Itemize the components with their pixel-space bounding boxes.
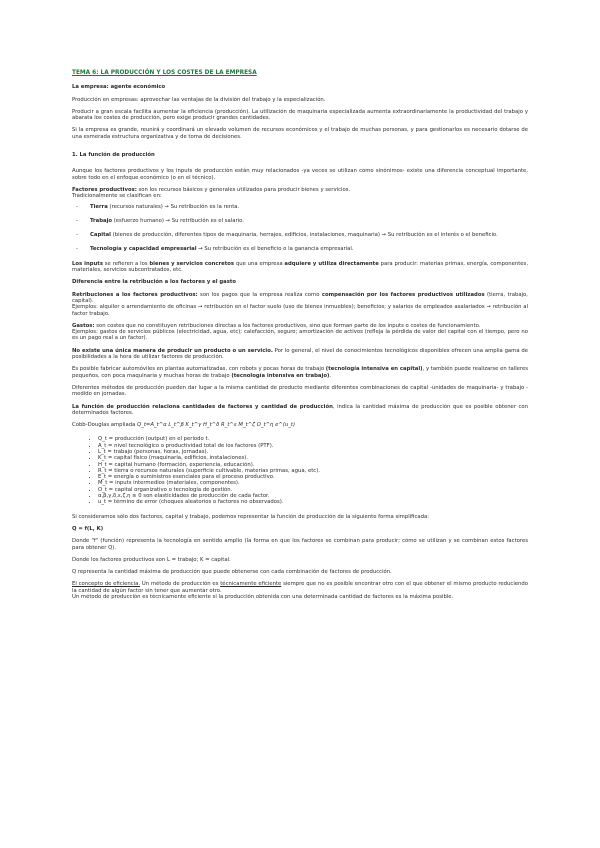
production-function-paragraph <box>72 404 528 417</box>
inputs-text: que una empresa <box>234 260 285 267</box>
list-item <box>72 218 528 224</box>
methods-paragraph: Diferentes métodos de producción pueden dar lugar a la misma cantidad de producto mediante diferentes combinaciones de capital -unidades de maquinaria- y trabajo -medido en jornadas. <box>72 384 528 398</box>
production-function-text: , indica la cantidad máxima de producción que es posible obtener con determinados factores. <box>72 403 528 416</box>
retributions-examples: Ejemplos: alquiler o arrendamiento de oficinas → retribución en el factor suelo (uso de bienes inmuebles); beneficios; y salarios de empleados asalariados → retribución al factor trabajo. <box>72 304 528 317</box>
factor-description: → Su retribución es el beneficio o la ganancia empresarial. <box>196 246 354 253</box>
list-item: • O_t = capital organizativo o tecnología de gestión. <box>98 487 528 493</box>
retributions-term: Retribuciones a los factores productivos: <box>72 291 198 298</box>
list-item: • E_t = energía o suministros esenciales para el proceso productivo. <box>98 474 528 480</box>
document-page <box>72 70 528 606</box>
list-item: • K_t = capital físico (maquinaria, edificios, instalaciones). <box>98 455 528 461</box>
factors-list <box>72 204 528 253</box>
list-item: • L_t = trabajo (personas, horas, jornadas). <box>98 449 528 455</box>
factor-name: Trabajo <box>90 217 113 224</box>
inputs-emphasis: adquiere y utiliza directamente <box>284 260 379 267</box>
inputs-term: Los inputs <box>72 260 103 267</box>
inputs-text: para producir: materias primas, energía, componentes, materiales, servicios subcontratados, etc. <box>72 260 529 274</box>
variables-list <box>72 436 528 505</box>
where-factors-paragraph: Donde los factores productivos son L = trabajo; K = capital. <box>72 556 231 563</box>
inputs-paragraph <box>72 261 528 274</box>
inputs-emphasis: bienes y servicios concretos <box>149 260 235 267</box>
retributions-paragraph <box>72 292 528 317</box>
intro-heading: La empresa: agente económico <box>72 84 166 91</box>
efficiency-text: Un método de producción es <box>140 581 221 588</box>
list-item: • α,β,γ,δ,ε,ζ,η ≥ 0 son elasticidades de producción de cada factor. <box>98 493 528 499</box>
production-function-emphasis: La función de producción relaciona cantidades de factores y cantidad de producción <box>72 403 333 410</box>
efficiency-paragraph <box>72 581 528 600</box>
cobb-douglas-formula: Q_t=A_t^α L_t^β K_t^γ H_t^δ R_t^ε M_t^ζ O_t^η e^(u_t) <box>137 422 296 429</box>
technology-examples-paragraph <box>72 366 528 379</box>
where-f-paragraph: Donde "f" (función) representa la tecnología en sentido amplio (la forma en que los factores se combinan para producir; cómo se utilizan y se combinan estos factores para obtener Q). <box>72 538 528 551</box>
factors-definition-text: son los recursos básicos y generales utilizados para producir bienes y servicios. <box>136 186 351 193</box>
expenses-text: son costes que no constituyen retribuciones directas a los factores productivos, sino que forman parte de los inputs o costes de funcionamiento. <box>94 322 481 329</box>
expenses-term: Gastos: <box>72 322 95 329</box>
simplified-formula: Q = f(L, K) <box>72 525 104 532</box>
factor-name: Tierra <box>90 203 108 210</box>
intro-paragraph-2: Producir a gran escala facilita aumentar la eficiencia (producción). La utilización de maquinaria especializada aumenta extraordinariamente la productividad del trabajo y abarata los costes de producción, pero exige producir grandes cantidades. <box>72 108 528 122</box>
intro-paragraph-1: Producción en empresas: aprovechar las ventajas de la división del trabajo y la especialización. <box>72 96 326 103</box>
simplified-paragraph: Si consideramos sólo dos factores, capital y trabajo, podemos representar la función de producción de la siguiente forma simplificada: <box>72 513 430 520</box>
intro-paragraph-3: Si la empresa es grande, reunirá y coordinará un elevado volumen de recursos económicos y el trabajo de muchas personas, y para gestionarlos es necesario dotarse de una esmerada estructura organizativa y de toma de decisiones. <box>72 127 528 140</box>
factor-name: Capital <box>90 232 111 239</box>
list-item: • R_t = tierra o recursos naturales (superficie cultivable, materias primas, agua, etc). <box>98 468 528 474</box>
factors-definition <box>72 187 528 200</box>
list-item <box>72 204 528 210</box>
list-item: • H_t = capital humano (formación, experiencia, educación). <box>98 462 528 468</box>
list-item <box>72 246 528 252</box>
cobb-douglas-label: Cobb-Douglas ampliada <box>72 422 138 429</box>
section-1-heading: 1. La función de producción <box>72 152 155 159</box>
factor-description: (recursos naturales) → Su retribución es la renta. <box>107 203 240 210</box>
no-single-way-text: Por lo general, el nivel de conocimientos tecnológicos disponibles ofrecen una amplia gama de posibilidades a la hora de utilizar factores de producción. <box>72 347 528 361</box>
retributions-emphasis: compensación por los factores productivos utilizados <box>321 291 485 298</box>
list-item: • Q_t = producción (output) en el periodo t. <box>98 436 528 442</box>
technology-text: . <box>329 372 332 379</box>
efficiency-text: siempre que no es posible encontrar otro con el que obtener el mismo producto reduciendo la cantidad de algún factor sin tener que aumentar otro. <box>72 581 529 594</box>
labor-intensive-label: (tecnología intensiva en trabajo) <box>231 372 330 379</box>
list-item <box>72 232 528 238</box>
retributions-text: (tierra, trabajo, capital). <box>72 291 528 304</box>
factors-definition-term: Factores productivos: <box>72 186 137 193</box>
efficiency-term: El concepto de eficiencia. <box>72 581 141 588</box>
retributions-text: son los pagos que la empresa realiza como <box>197 291 322 298</box>
inputs-text: se refieren a los <box>102 260 150 267</box>
cobb-douglas-line <box>72 422 528 428</box>
technology-text: , y también puede realizarse en talleres pequeños, con poca maquinaria y muchas horas de trabajo <box>72 366 529 379</box>
expenses-paragraph <box>72 323 528 342</box>
efficiency-emphasis: técnicamente eficiente <box>220 581 282 588</box>
list-item: • u_t = término de error (choques aleatorios o factores no observados). <box>98 499 528 505</box>
q-represents-paragraph: Q representa la cantidad máxima de producción que puede obtenerse con cada combinación de factores de producción. <box>72 569 392 576</box>
technology-text: Es posible fabricar automóviles en plantas automatizadas, con robots y pocas horas de trabajo <box>72 366 326 373</box>
factor-name: Tecnología y capacidad empresarial <box>90 246 197 253</box>
expenses-examples: Ejemplos: gastos de servicios públicos (electricidad, agua, etc); calefacción, seguro; amortización de activos (refleja la pérdida de valor del capital con el tiempo, pero no es un pago real a un factor). <box>72 329 528 342</box>
difference-heading: Diferencia entre la retribución a los factores y el gasto <box>72 279 237 286</box>
factor-description: (esfuerzo humano) → Su retribución es el salario. <box>112 217 244 224</box>
no-single-way-paragraph <box>72 348 528 361</box>
factors-classification-intro: Tradicionalmente se clasifican en: <box>72 193 162 200</box>
efficiency-definition: Un método de producción es técnicamente eficiente si la producción obtenida con una determinada cantidad de factores es la máxima posible. <box>72 594 454 601</box>
list-item: • M_t = inputs intermedios (materiales, componentes). <box>98 480 528 486</box>
factor-description: (bienes de producción, diferentes tipos de maquinaria, herrajes, edificios, instalaciones, maquinaria) → Su retribución es el interés o el beneficio. <box>111 232 498 239</box>
no-single-way-emphasis: No existe una única manera de producir un producto o un servicio. <box>72 347 273 354</box>
list-item: • A_t = nivel tecnológico o productividad total de los factores (PTF). <box>98 443 528 449</box>
capital-intensive-label: (tecnología intensiva en capital) <box>325 366 423 373</box>
factors-vs-inputs-paragraph: Aunque los factores productivos y los inputs de producción están muy relacionados -ya veces se utilizan como sinónimos- existe una diferencia conceptual importante, sobre todo en el enfoque económico (o en el técnico). <box>72 168 528 181</box>
document-title: TEMA 6: LA PRODUCCIÓN Y LOS COSTES DE LA EMPRESA <box>72 70 257 76</box>
